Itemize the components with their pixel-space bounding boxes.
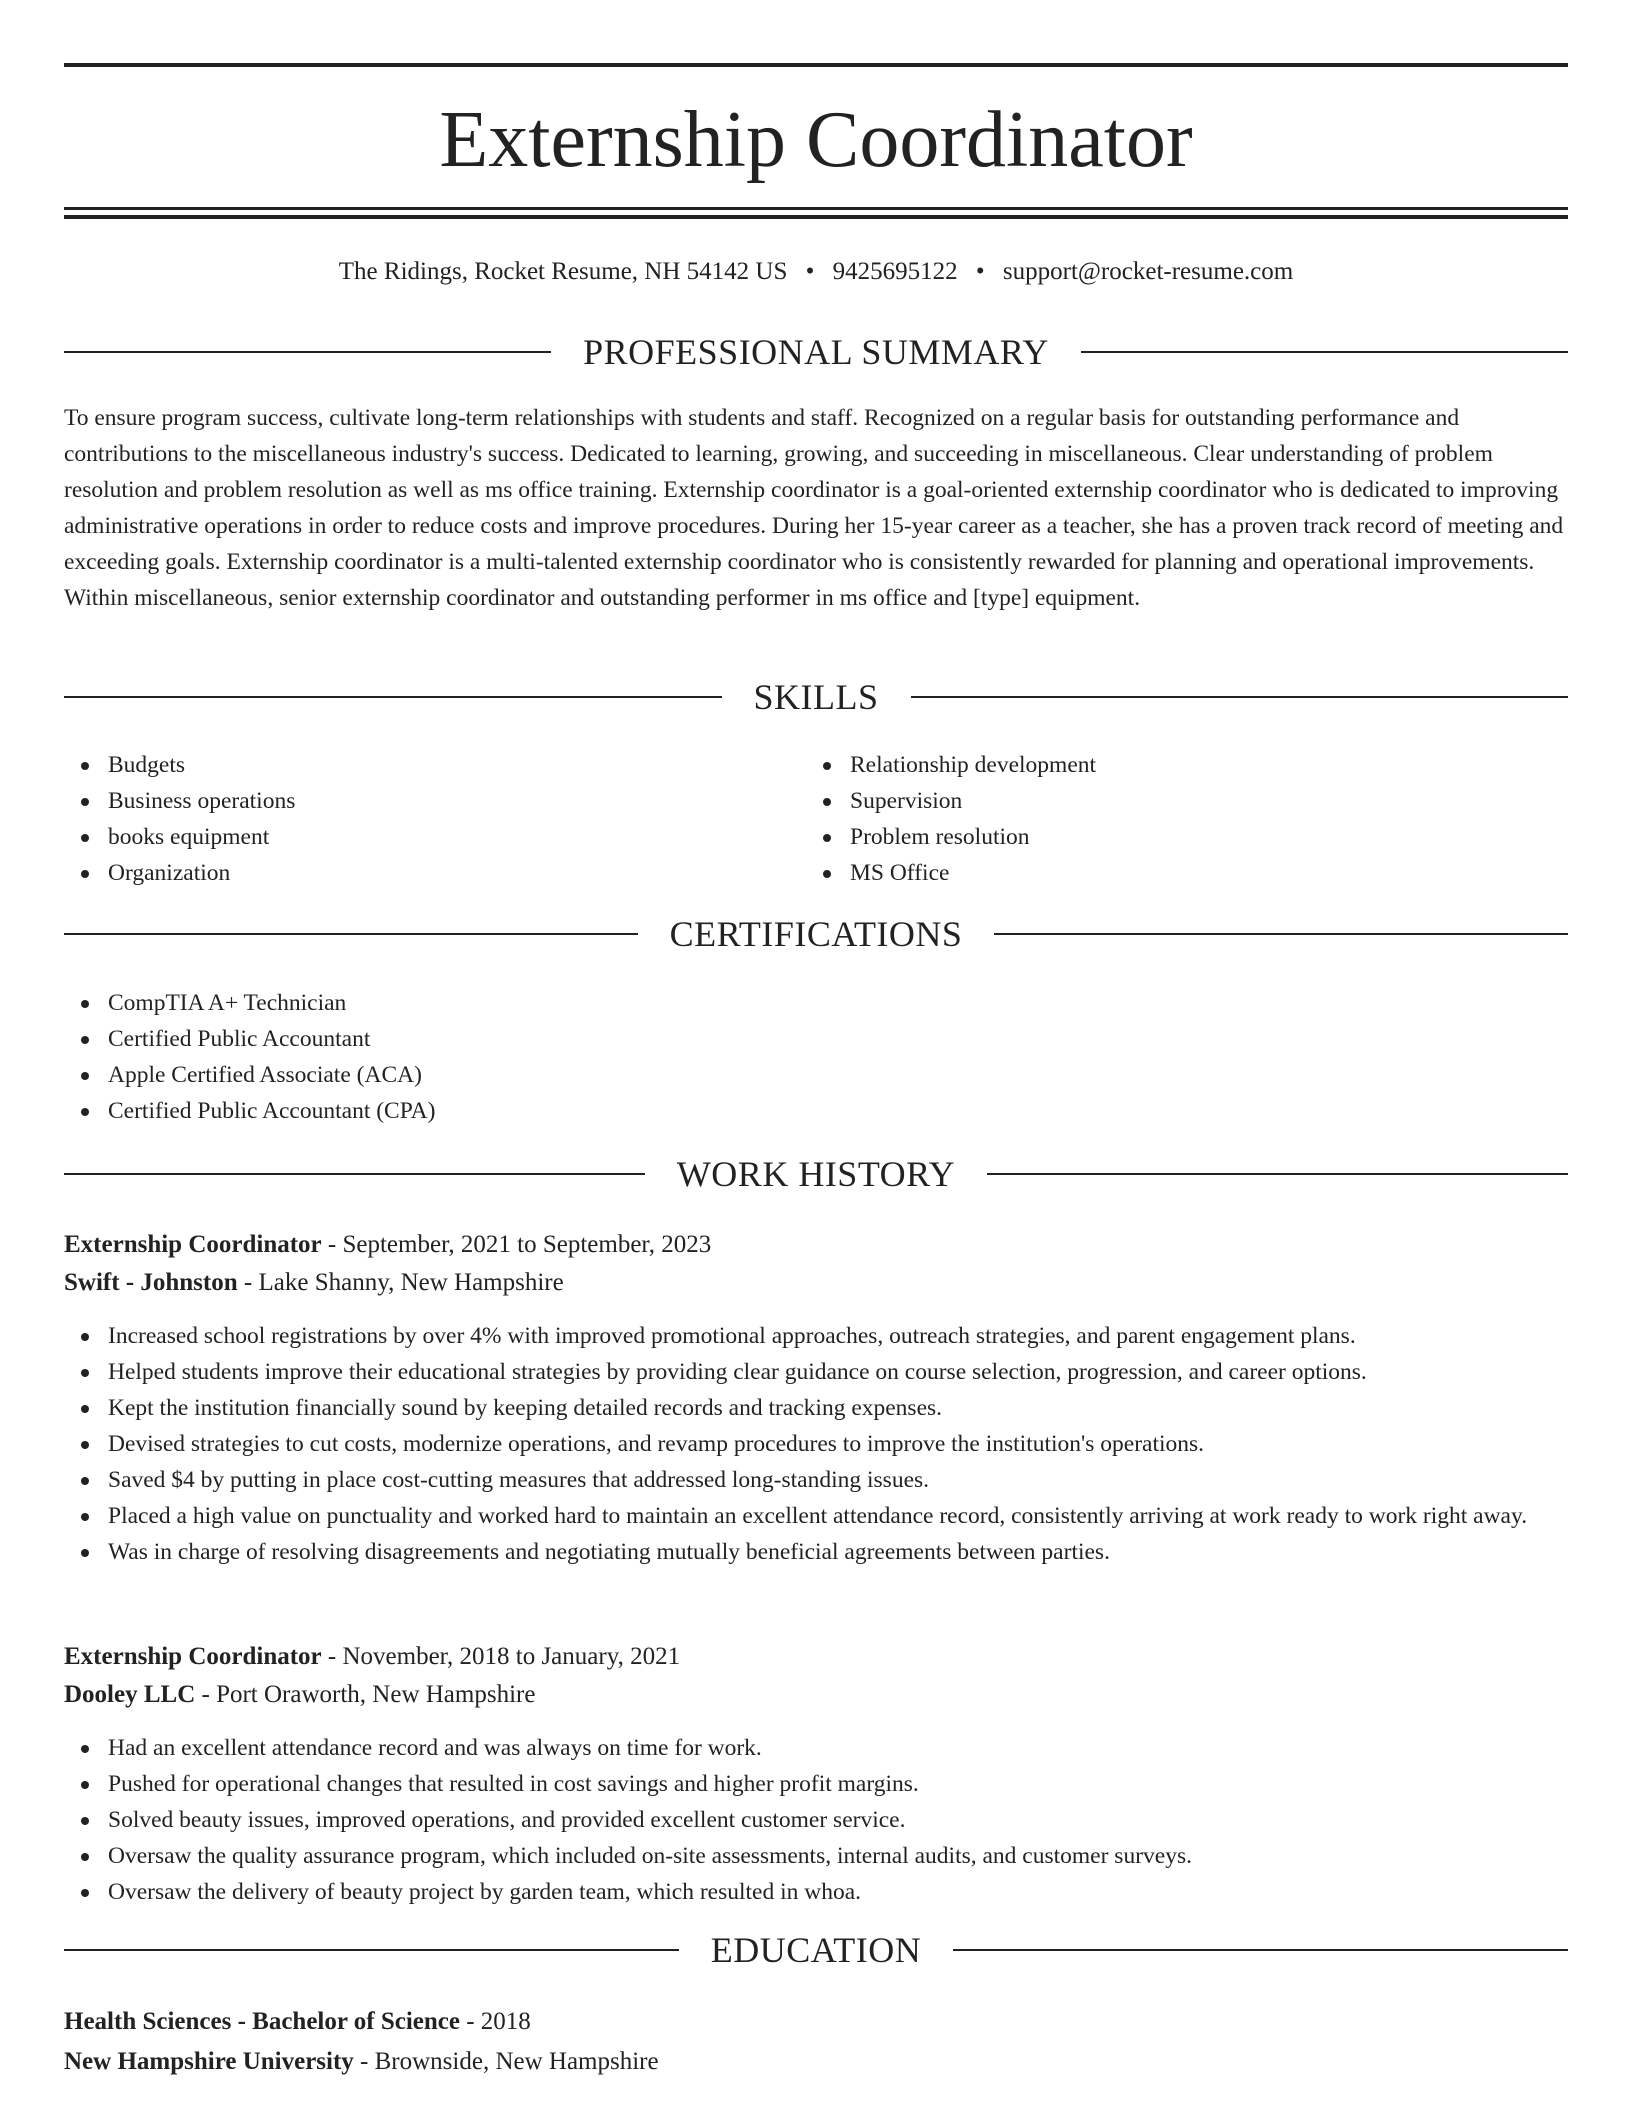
- contact-phone: 9425695122: [832, 258, 958, 285]
- education-degree: Health Sciences - Bachelor of Science: [64, 2008, 460, 2035]
- contact-separator: •: [975, 258, 985, 285]
- certification-item: Certified Public Accountant (CPA): [64, 1093, 1568, 1129]
- job-bullet: Oversaw the quality assurance program, which included on-site assessments, internal audits, and customer surveys.: [64, 1838, 1568, 1874]
- contact-separator: •: [805, 258, 815, 285]
- skill-item: books equipment: [64, 819, 764, 855]
- education-degree-line: [64, 2002, 1568, 2042]
- skill-item: Budgets: [64, 747, 764, 783]
- section-heading: [64, 910, 1568, 958]
- job-bullets: [64, 1318, 1568, 1570]
- job-bullet: Oversaw the delivery of beauty project by garden team, which resulted in whoa.: [64, 1874, 1568, 1910]
- certification-item: Apple Certified Associate (ACA): [64, 1057, 1568, 1093]
- summary-heading: PROFESSIONAL SUMMARY: [583, 332, 1049, 372]
- skill-item: Business operations: [64, 783, 764, 819]
- summary-text: To ensure program success, cultivate long-term relationships with students and staff. Recognized on a regular basis for outstanding performance and contributions to the miscellaneous industry's success. Dedicated to learning, growing, and succeeding in miscellaneous. Clear understanding of problem resolution and problem resolution as well as ms office training. Externship coordinator is a goal-oriented externship coordinator who is dedicated to improving administrative operations in order to reduce costs and improve procedures. During her 15-year career as a teacher, she has a proven track record of meeting and exceeding goals. Externship coordinator is a multi-talented externship coordinator who is consistently rewarded for planning and operational improvements. Within miscellaneous, senior externship coordinator and outstanding performer in ms office and [type] equipment.: [64, 405, 1564, 611]
- certifications-list: [64, 985, 1568, 1129]
- skills-heading: SKILLS: [753, 677, 879, 717]
- section-heading: [64, 1150, 1568, 1198]
- job-bullet: Was in charge of resolving disagreements and negotiating mutually beneficial agreements between parties.: [64, 1534, 1568, 1570]
- job-bullet: Solved beauty issues, improved operations, and provided excellent customer service.: [64, 1802, 1568, 1838]
- work-history-section: [64, 1150, 1568, 1198]
- job-company: Dooley LLC: [64, 1681, 196, 1708]
- education-section: [64, 1926, 1568, 1974]
- title-rule-upper: [64, 207, 1568, 210]
- heading-rule-right: [911, 696, 1569, 698]
- job-company-line: [64, 1676, 1568, 1714]
- job-dates: - November, 2018 to January, 2021: [321, 1643, 681, 1670]
- skill-item: MS Office: [806, 855, 1506, 891]
- heading-rule-left: [64, 1173, 645, 1175]
- heading-rule-right: [987, 1173, 1568, 1175]
- job-title-line: [64, 1638, 1568, 1676]
- skills-list-left: [64, 747, 764, 891]
- heading-rule-left: [64, 933, 638, 935]
- certifications-section: [64, 910, 1568, 958]
- job-location: - Port Oraworth, New Hampshire: [195, 1681, 536, 1708]
- job-company-line: [64, 1264, 1568, 1302]
- heading-rule-left: [64, 696, 722, 698]
- job-bullet: Saved $4 by putting in place cost-cutting measures that addressed long-standing issues.: [64, 1462, 1568, 1498]
- education-year: - 2018: [459, 2008, 531, 2035]
- job-bullet: Had an excellent attendance record and was always on time for work.: [64, 1730, 1568, 1766]
- section-heading: [64, 328, 1568, 376]
- education-school: New Hampshire University: [64, 2048, 354, 2075]
- job-title: Externship Coordinator: [64, 1231, 322, 1258]
- job-bullets: [64, 1730, 1568, 1910]
- summary-section: [64, 328, 1568, 376]
- skill-item: Problem resolution: [806, 819, 1506, 855]
- contact-line: [64, 254, 1568, 290]
- job-entry: [64, 1226, 1568, 1570]
- job-bullet: Helped students improve their educational strategies by providing clear guidance on course selection, progression, and career options.: [64, 1354, 1568, 1390]
- skills-section: [64, 673, 1568, 721]
- heading-rule-right: [994, 933, 1568, 935]
- work-history-heading: WORK HISTORY: [676, 1154, 956, 1194]
- job-title: Externship Coordinator: [64, 1643, 322, 1670]
- heading-rule-left: [64, 1949, 679, 1951]
- top-rule: [64, 63, 1568, 67]
- job-location: - Lake Shanny, New Hampshire: [237, 1269, 564, 1296]
- job-bullet: Increased school registrations by over 4% with improved promotional approaches, outreach strategies, and parent engagement plans.: [64, 1318, 1568, 1354]
- job-bullet: Kept the institution financially sound by keeping detailed records and tracking expenses.: [64, 1390, 1568, 1426]
- job-entry: [64, 1638, 1568, 1910]
- certification-item: Certified Public Accountant: [64, 1021, 1568, 1057]
- resume-title: Externship Coordinator: [439, 96, 1193, 184]
- job-dates: - September, 2021 to September, 2023: [321, 1231, 712, 1258]
- job-bullet: Devised strategies to cut costs, modernize operations, and revamp procedures to improve the institution's operations.: [64, 1426, 1568, 1462]
- education-entry: [64, 2002, 1568, 2082]
- education-heading: EDUCATION: [710, 1930, 922, 1970]
- skills-list-right: [806, 747, 1506, 891]
- heading-rule-right: [953, 1949, 1568, 1951]
- job-bullet: Pushed for operational changes that resulted in cost savings and higher profit margins.: [64, 1766, 1568, 1802]
- skill-item: Organization: [64, 855, 764, 891]
- job-company: Swift - Johnston: [64, 1269, 238, 1296]
- education-location: - Brownside, New Hampshire: [353, 2048, 659, 2075]
- section-heading: [64, 1926, 1568, 1974]
- certifications-heading: CERTIFICATIONS: [669, 914, 963, 954]
- contact-address: The Ridings, Rocket Resume, NH 54142 US: [338, 258, 788, 285]
- contact-email: support@rocket-resume.com: [1002, 258, 1294, 285]
- skill-item: Supervision: [806, 783, 1506, 819]
- certification-item: CompTIA A+ Technician: [64, 985, 1568, 1021]
- section-heading: [64, 673, 1568, 721]
- heading-rule-left: [64, 351, 551, 353]
- heading-rule-right: [1081, 351, 1568, 353]
- skill-item: Relationship development: [806, 747, 1506, 783]
- education-school-line: [64, 2042, 1568, 2082]
- job-bullet: Placed a high value on punctuality and worked hard to maintain an excellent attendance record, consistently arriving at work ready to work right away.: [64, 1498, 1568, 1534]
- title-rule-lower: [64, 215, 1568, 219]
- job-title-line: [64, 1226, 1568, 1264]
